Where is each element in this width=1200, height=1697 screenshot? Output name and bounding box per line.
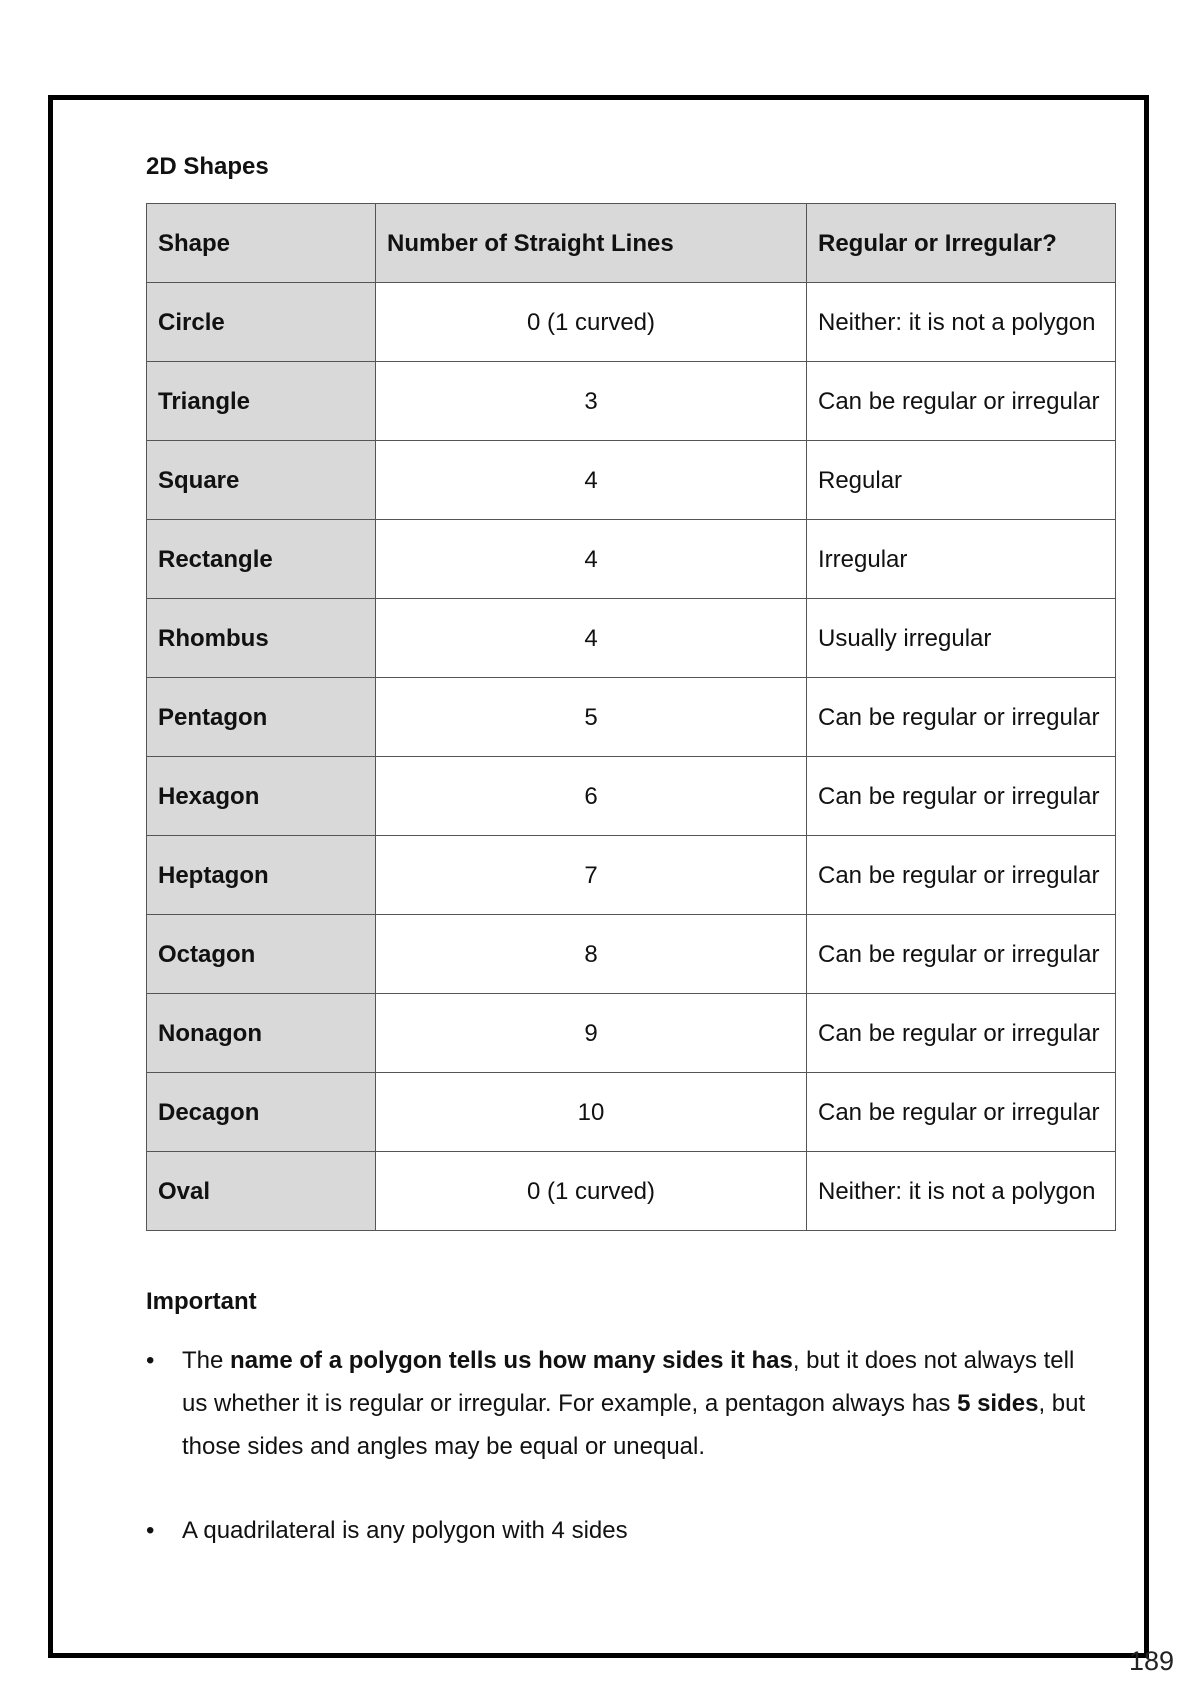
header-shape: Shape <box>147 204 376 283</box>
table-row <box>147 757 1116 836</box>
shape-name: Circle <box>147 283 376 362</box>
straight-lines-value: 4 <box>376 599 807 678</box>
note-bold-text: name of a polygon tells us how many sides it has <box>230 1347 793 1374</box>
note-text-part: The <box>182 1347 231 1374</box>
note-bold-text: 5 sides <box>957 1390 1039 1417</box>
note-text-part: , but those sides and angles may be equal or unequal. <box>182 1390 1086 1460</box>
straight-lines-value: 4 <box>376 520 807 599</box>
note-text-part: , but it does not always tell us whether it is regular or irregular. For example, a pentagon always has <box>182 1347 1075 1417</box>
straight-lines-value: 4 <box>376 441 807 520</box>
regularity-value: Can be regular or irregular <box>807 836 1116 915</box>
straight-lines-value: 6 <box>376 757 807 836</box>
page-number: 189 <box>1129 1646 1175 1676</box>
note-text: A quadrilateral is any polygon with 4 sides <box>182 1517 628 1544</box>
table-row <box>147 362 1116 441</box>
regularity-value: Can be regular or irregular <box>807 362 1116 441</box>
shape-name: Square <box>147 441 376 520</box>
shapes-table <box>146 203 1116 1231</box>
table-header-row <box>147 204 1116 283</box>
important-notes-list <box>146 1339 1086 1593</box>
list-item <box>146 1339 1086 1468</box>
bullet-icon: • <box>146 1347 155 1374</box>
shape-name: Hexagon <box>147 757 376 836</box>
straight-lines-value: 0 (1 curved) <box>376 283 807 362</box>
table-row <box>147 520 1116 599</box>
table-row <box>147 1073 1116 1152</box>
bullet-icon: • <box>146 1517 155 1544</box>
list-item <box>146 1509 1086 1552</box>
straight-lines-value: 8 <box>376 915 807 994</box>
straight-lines-value: 9 <box>376 994 807 1073</box>
important-heading: Important <box>146 1288 257 1315</box>
table-row <box>147 599 1116 678</box>
table-row <box>147 915 1116 994</box>
regularity-value: Neither: it is not a polygon <box>807 1152 1116 1231</box>
straight-lines-value: 5 <box>376 678 807 757</box>
regularity-value: Regular <box>807 441 1116 520</box>
table-row <box>147 441 1116 520</box>
regularity-value: Usually irregular <box>807 599 1116 678</box>
shape-name: Triangle <box>147 362 376 441</box>
table-row <box>147 836 1116 915</box>
table-row <box>147 1152 1116 1231</box>
shape-name: Oval <box>147 1152 376 1231</box>
shape-name: Heptagon <box>147 836 376 915</box>
regularity-value: Can be regular or irregular <box>807 678 1116 757</box>
shape-name: Octagon <box>147 915 376 994</box>
shape-name: Nonagon <box>147 994 376 1073</box>
straight-lines-value: 0 (1 curved) <box>376 1152 807 1231</box>
regularity-value: Can be regular or irregular <box>807 915 1116 994</box>
table-row <box>147 283 1116 362</box>
shape-name: Rhombus <box>147 599 376 678</box>
table-row <box>147 994 1116 1073</box>
regularity-value: Can be regular or irregular <box>807 994 1116 1073</box>
shape-name: Pentagon <box>147 678 376 757</box>
straight-lines-value: 7 <box>376 836 807 915</box>
straight-lines-value: 3 <box>376 362 807 441</box>
regularity-value: Can be regular or irregular <box>807 757 1116 836</box>
regularity-value: Irregular <box>807 520 1116 599</box>
table-row <box>147 678 1116 757</box>
straight-lines-value: 10 <box>376 1073 807 1152</box>
regularity-value: Neither: it is not a polygon <box>807 283 1116 362</box>
section-title: 2D Shapes <box>146 153 269 180</box>
shape-name: Decagon <box>147 1073 376 1152</box>
regularity-value: Can be regular or irregular <box>807 1073 1116 1152</box>
header-regular-irregular: Regular or Irregular? <box>807 204 1116 283</box>
shape-name: Rectangle <box>147 520 376 599</box>
header-straight-lines: Number of Straight Lines <box>376 204 807 283</box>
